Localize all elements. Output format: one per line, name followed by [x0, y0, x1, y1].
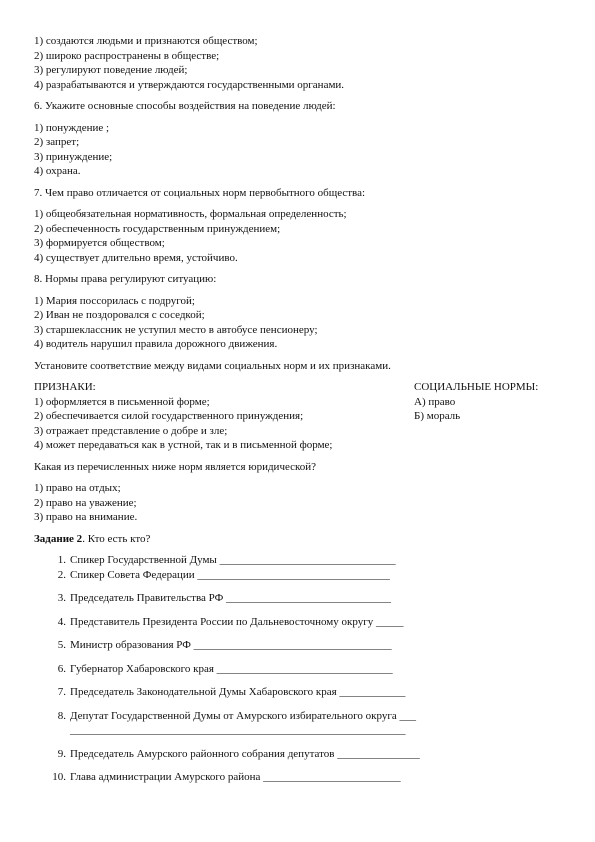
item-number: 1.	[57, 554, 66, 566]
option: 1) право на отдых;	[34, 482, 121, 494]
who-is-who-list	[34, 553, 564, 785]
column-header: ПРИЗНАКИ:	[34, 381, 96, 393]
option: 2) Иван не поздоровался с соседкой;	[34, 309, 205, 321]
list-item	[34, 615, 564, 630]
feature-item: 3) отражает представление о добре и зле;	[34, 424, 228, 437]
item-text: Спикер Государственной Думы ________________________________	[70, 554, 396, 566]
option: 3) формируется обществом;	[34, 237, 165, 249]
option: 2) обеспеченность государственным принуждением;	[34, 222, 281, 235]
item-number: 3.	[57, 592, 66, 604]
feature-item: 2) обеспечивается силой государственного принуждения;	[34, 410, 304, 422]
norm-item: Б) мораль	[414, 410, 461, 422]
question-6-options	[34, 121, 564, 179]
item-text: Депутат Государственной Думы от Амурского избирательного округа ___	[70, 709, 416, 722]
list-item	[34, 685, 564, 700]
feature-item: 1) оформляется в письменной форме;	[34, 395, 210, 408]
option: 2) запрет;	[34, 136, 80, 148]
column-header: СОЦИАЛЬНЫЕ НОРМЫ:	[414, 381, 539, 393]
option: 4) водитель нарушил правила дорожного движения.	[34, 338, 278, 350]
item-text: Председатель Законодательной Думы Хабаровского края ____________	[70, 686, 406, 698]
option: 3) право на внимание.	[34, 511, 138, 523]
worksheet-page	[34, 34, 564, 785]
feature-item: 4) может передаваться как в устной, так и в письменной форме;	[34, 439, 333, 451]
list-item	[34, 553, 564, 568]
question-7-options	[34, 207, 564, 265]
question-8: 8. Нормы права регулируют ситуацию:	[34, 273, 217, 285]
item-number: 4.	[57, 615, 66, 628]
task-2-title: Задание 2	[34, 532, 83, 545]
item-text: Глава администрации Амурского района _________________________	[70, 771, 401, 783]
item-text: Спикер Совета Федерации ___________________________________	[70, 568, 390, 581]
item-text: Губернатор Хабаровского края ________________________________	[70, 662, 393, 675]
option: 1) создаются людьми и признаются обществом;	[34, 35, 258, 47]
list-item	[34, 770, 564, 785]
list-item	[34, 568, 564, 583]
matching-table	[34, 380, 564, 453]
item-number: 7.	[57, 686, 66, 698]
option: 4) охрана.	[34, 165, 81, 177]
task-2-subtitle: . Кто есть кто?	[82, 532, 151, 545]
option: 1) общеобязательная нормативность, формальная определенность;	[34, 208, 347, 220]
option: 3) старшеклассник не уступил место в автобусе пенсионеру;	[34, 323, 318, 336]
list-item	[34, 638, 564, 653]
list-item	[34, 662, 564, 677]
item-number: 8.	[57, 709, 66, 722]
option: 4) существует длительно время, устойчиво.	[34, 251, 238, 264]
item-number: 5.	[57, 639, 66, 651]
item-number: 9.	[57, 747, 66, 760]
item-number: 2.	[57, 568, 66, 581]
norm-item: А) право	[414, 395, 456, 408]
option: 3) регулируют поведение людей;	[34, 64, 188, 76]
answer-line-continuation: _____________________________________________________________	[70, 724, 406, 736]
question-8-options	[34, 294, 564, 352]
item-text: Председатель Правительства РФ ______________________________	[70, 592, 392, 604]
list-item	[34, 747, 564, 762]
option: 2) право на уважение;	[34, 496, 137, 509]
norms-column	[414, 380, 564, 453]
matching-instruction: Установите соответствие между видами социальных норм и их признаками.	[34, 359, 391, 372]
item-text: Представитель Президента России по Дальневосточному округу _____	[70, 615, 404, 628]
question-legal-options	[34, 481, 564, 525]
option: 2) широко распространены в обществе;	[34, 49, 220, 62]
question-5-options	[34, 34, 564, 92]
item-text: Председатель Амурского районного собрания депутатов _______________	[70, 747, 420, 760]
question-6: 6. Укажите основные способы воздействия на поведение людей:	[34, 100, 336, 112]
item-text: Министр образования РФ ____________________________________	[70, 639, 392, 651]
question-7: 7. Чем право отличается от социальных норм первобытного общества:	[34, 186, 366, 199]
item-number: 10.	[52, 771, 66, 783]
list-item	[34, 591, 564, 606]
option: 1) понуждение ;	[34, 121, 110, 134]
option: 1) Мария поссорилась с подругой;	[34, 294, 195, 307]
option: 4) разрабатываются и утверждаются государственными органами.	[34, 78, 345, 91]
features-column	[34, 380, 374, 453]
list-item	[34, 709, 564, 724]
item-number: 6.	[57, 662, 66, 675]
task-2-heading	[34, 532, 564, 547]
question-legal-norm: Какая из перечисленных ниже норм является юридической?	[34, 460, 317, 473]
option: 3) принуждение;	[34, 150, 113, 163]
